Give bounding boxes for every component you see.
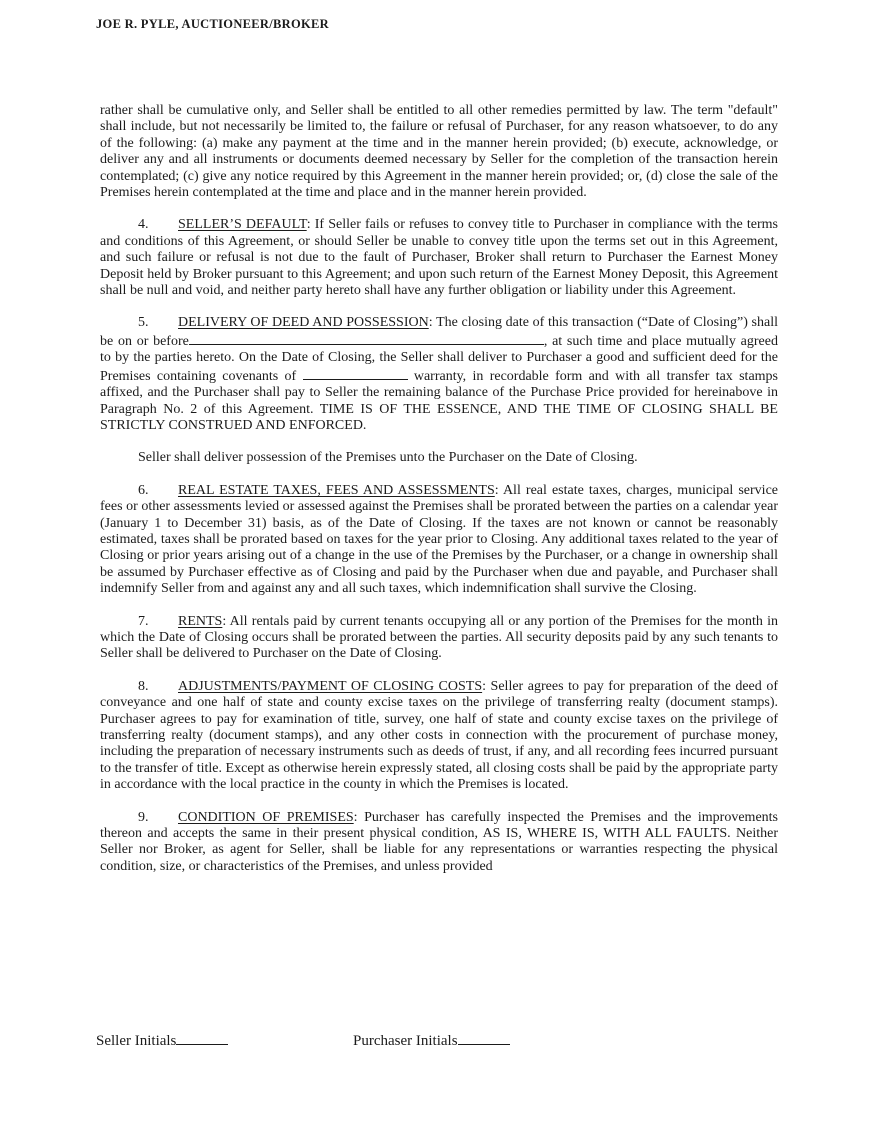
section-8-adjustments-payment-of-closing-costs <box>100 679 778 794</box>
paragraph-text: rather shall be cumulative only, and Seller shall be entitled to all other remedies permitted by law. The term "default" shall include, but not necessarily be limited to, the failure or refusal of Purchaser, for any reason whatsoever, to do any of the following: (a) make any payment at the time and in the manner herein provided; (b) execute, acknowledge, or deliver any and all instruments or documents deemed necessary by Seller for the completion of the transaction herein contemplated; (c) give any notice required by this Agreement in the manner herein provided; or, (d) close the sale of the Premises herein contemplated at the time and place and in the manner herein provided. <box>100 103 778 201</box>
paragraph-text: : Seller agrees to pay for preparation of the deed of conveyance and one half of state and county excise taxes on the privilege of transferring realty (document stamps). Purchaser agrees to pay for examination of title, survey, one half of state and county excise taxes on the privilege of transferring realty (document stamps), and any other costs in connection with the procurement of purchase money, including the preparation of necessary instruments such as deeds of trust, if any, and all recording fees incurred pursuant to the transfer of title. Except as otherwise herein expressly stated, all closing costs shall be paid by the appropriate party in accordance with the local practice in the county in which the Premises is located. <box>100 678 778 793</box>
seller-initials-label: Seller Initials <box>96 1033 177 1049</box>
seller-initials-group <box>96 1030 228 1050</box>
paragraph-text: , at such time and place mutually agreed to by the parties hereto. On the Date of Closing, the Seller shall deliver to Purchaser a good and sufficient deed for the Premises containing covenants of <box>100 333 778 384</box>
paragraph-text: : All real estate taxes, charges, municipal service fees or other assessments levied or assessed against the Premises shall be prorated between the parties on a calendar year (January 1 to December 31) basis, as of the Date of Closing. If the taxes are not known or cannot be reasonably estimated, taxes shall be prorated based on taxes for the year prior to Closing. Any additional taxes related to the year of Closing or prior years arising out of a change in the use of the Premises by the Purchaser, or a change in ownership shall be assumed by Purchaser effective as of Closing and paid by the Purchaser when due and payable, and Purchaser shall indemnify Seller from and against any and all such taxes, which indemnification shall survive the Closing. <box>100 482 778 597</box>
section-heading: CONDITION OF PREMISES <box>178 809 354 825</box>
fill-in-blank[interactable] <box>189 332 544 345</box>
paragraph-number: 4. <box>138 217 149 233</box>
seller-initials-blank[interactable] <box>176 1030 228 1045</box>
paragraph-text: : All rentals paid by current tenants occupying all or any portion of the Premises for the month in which the Date of Closing occurs shall be prorated between the parties. All security deposits paid by any such tenants to Seller shall be delivered to Purchaser on the Date of Closing. <box>100 613 778 662</box>
purchaser-initials-group <box>353 1030 510 1050</box>
section-5-delivery-of-deed-and-possession <box>100 315 778 434</box>
section-heading: SELLER’S DEFAULT <box>178 217 307 233</box>
paragraph-default-remedies-continuation <box>100 103 778 201</box>
purchaser-initials-blank[interactable] <box>458 1030 510 1045</box>
fill-in-blank[interactable] <box>303 367 408 380</box>
section-9-condition-of-premises <box>100 810 778 876</box>
page-header <box>96 17 329 32</box>
paragraph-possession-delivery <box>100 450 778 466</box>
paragraph-text: warranty, in recordable form and with all transfer tax stamps affixed, and the Purchaser shall pay to Seller the remaining balance of the Purchase Price provided for hereinabove in Paragraph No. 2 of this Agreement. TIME IS OF THE ESSENCE, AND THE TIME OF CLOSING SHALL BE STRICTLY CONSTRUED AND ENFORCED. <box>100 368 778 433</box>
initials-footer <box>96 1030 778 1054</box>
paragraph-text: : The closing date of this transaction (“Date of Closing”) shall be on or before <box>100 315 778 349</box>
section-heading: ADJUSTMENTS/PAYMENT OF CLOSING COSTS <box>178 678 483 694</box>
section-4-sellers-default <box>100 217 778 299</box>
paragraph-number: 5. <box>138 315 149 331</box>
paragraph-text: : If Seller fails or refuses to convey title to Purchaser in compliance with the terms and conditions of this Agreement, or should Seller be unable to convey title upon the terms set out in this Agreement, and such failure or refusal is not due to the fault of Purchaser, Broker shall return to Purchaser the Earnest Money Deposit held by Broker pursuant to this Agreement; and upon such return of the Earnest Money Deposit, this Agreement shall be null and void, and neither party hereto shall have any further obligation or liability under this Agreement. <box>100 217 778 299</box>
section-7-rents <box>100 614 778 663</box>
paragraph-text: : Purchaser has carefully inspected the Premises and the improvements thereon and accepts the same in their present physical condition, AS IS, WHERE IS, WITH ALL FAULTS. Neither Seller nor Broker, as agent for Seller, shall be liable for any representations or warranties respecting the physical condition, size, or characteristics of the Premises, and unless provided <box>100 809 779 874</box>
broker-header-title: JOE R. PYLE, AUCTIONEER/BROKER <box>96 17 329 31</box>
section-6-real-estate-taxes-fees-assessments <box>100 483 778 598</box>
purchaser-initials-label: Purchaser Initials <box>353 1033 458 1049</box>
paragraph-number: 8. <box>138 678 149 694</box>
section-heading: RENTS <box>178 613 223 629</box>
paragraph-number: 7. <box>138 613 149 629</box>
paragraph-text: Seller shall deliver possession of the Premises unto the Purchaser on the Date of Closing. <box>138 450 638 466</box>
paragraph-number: 6. <box>138 482 149 498</box>
document-body <box>100 103 778 891</box>
paragraph-number: 9. <box>138 809 149 825</box>
section-heading: DELIVERY OF DEED AND POSSESSION <box>178 315 429 331</box>
section-heading: REAL ESTATE TAXES, FEES AND ASSESSMENTS <box>178 482 495 498</box>
